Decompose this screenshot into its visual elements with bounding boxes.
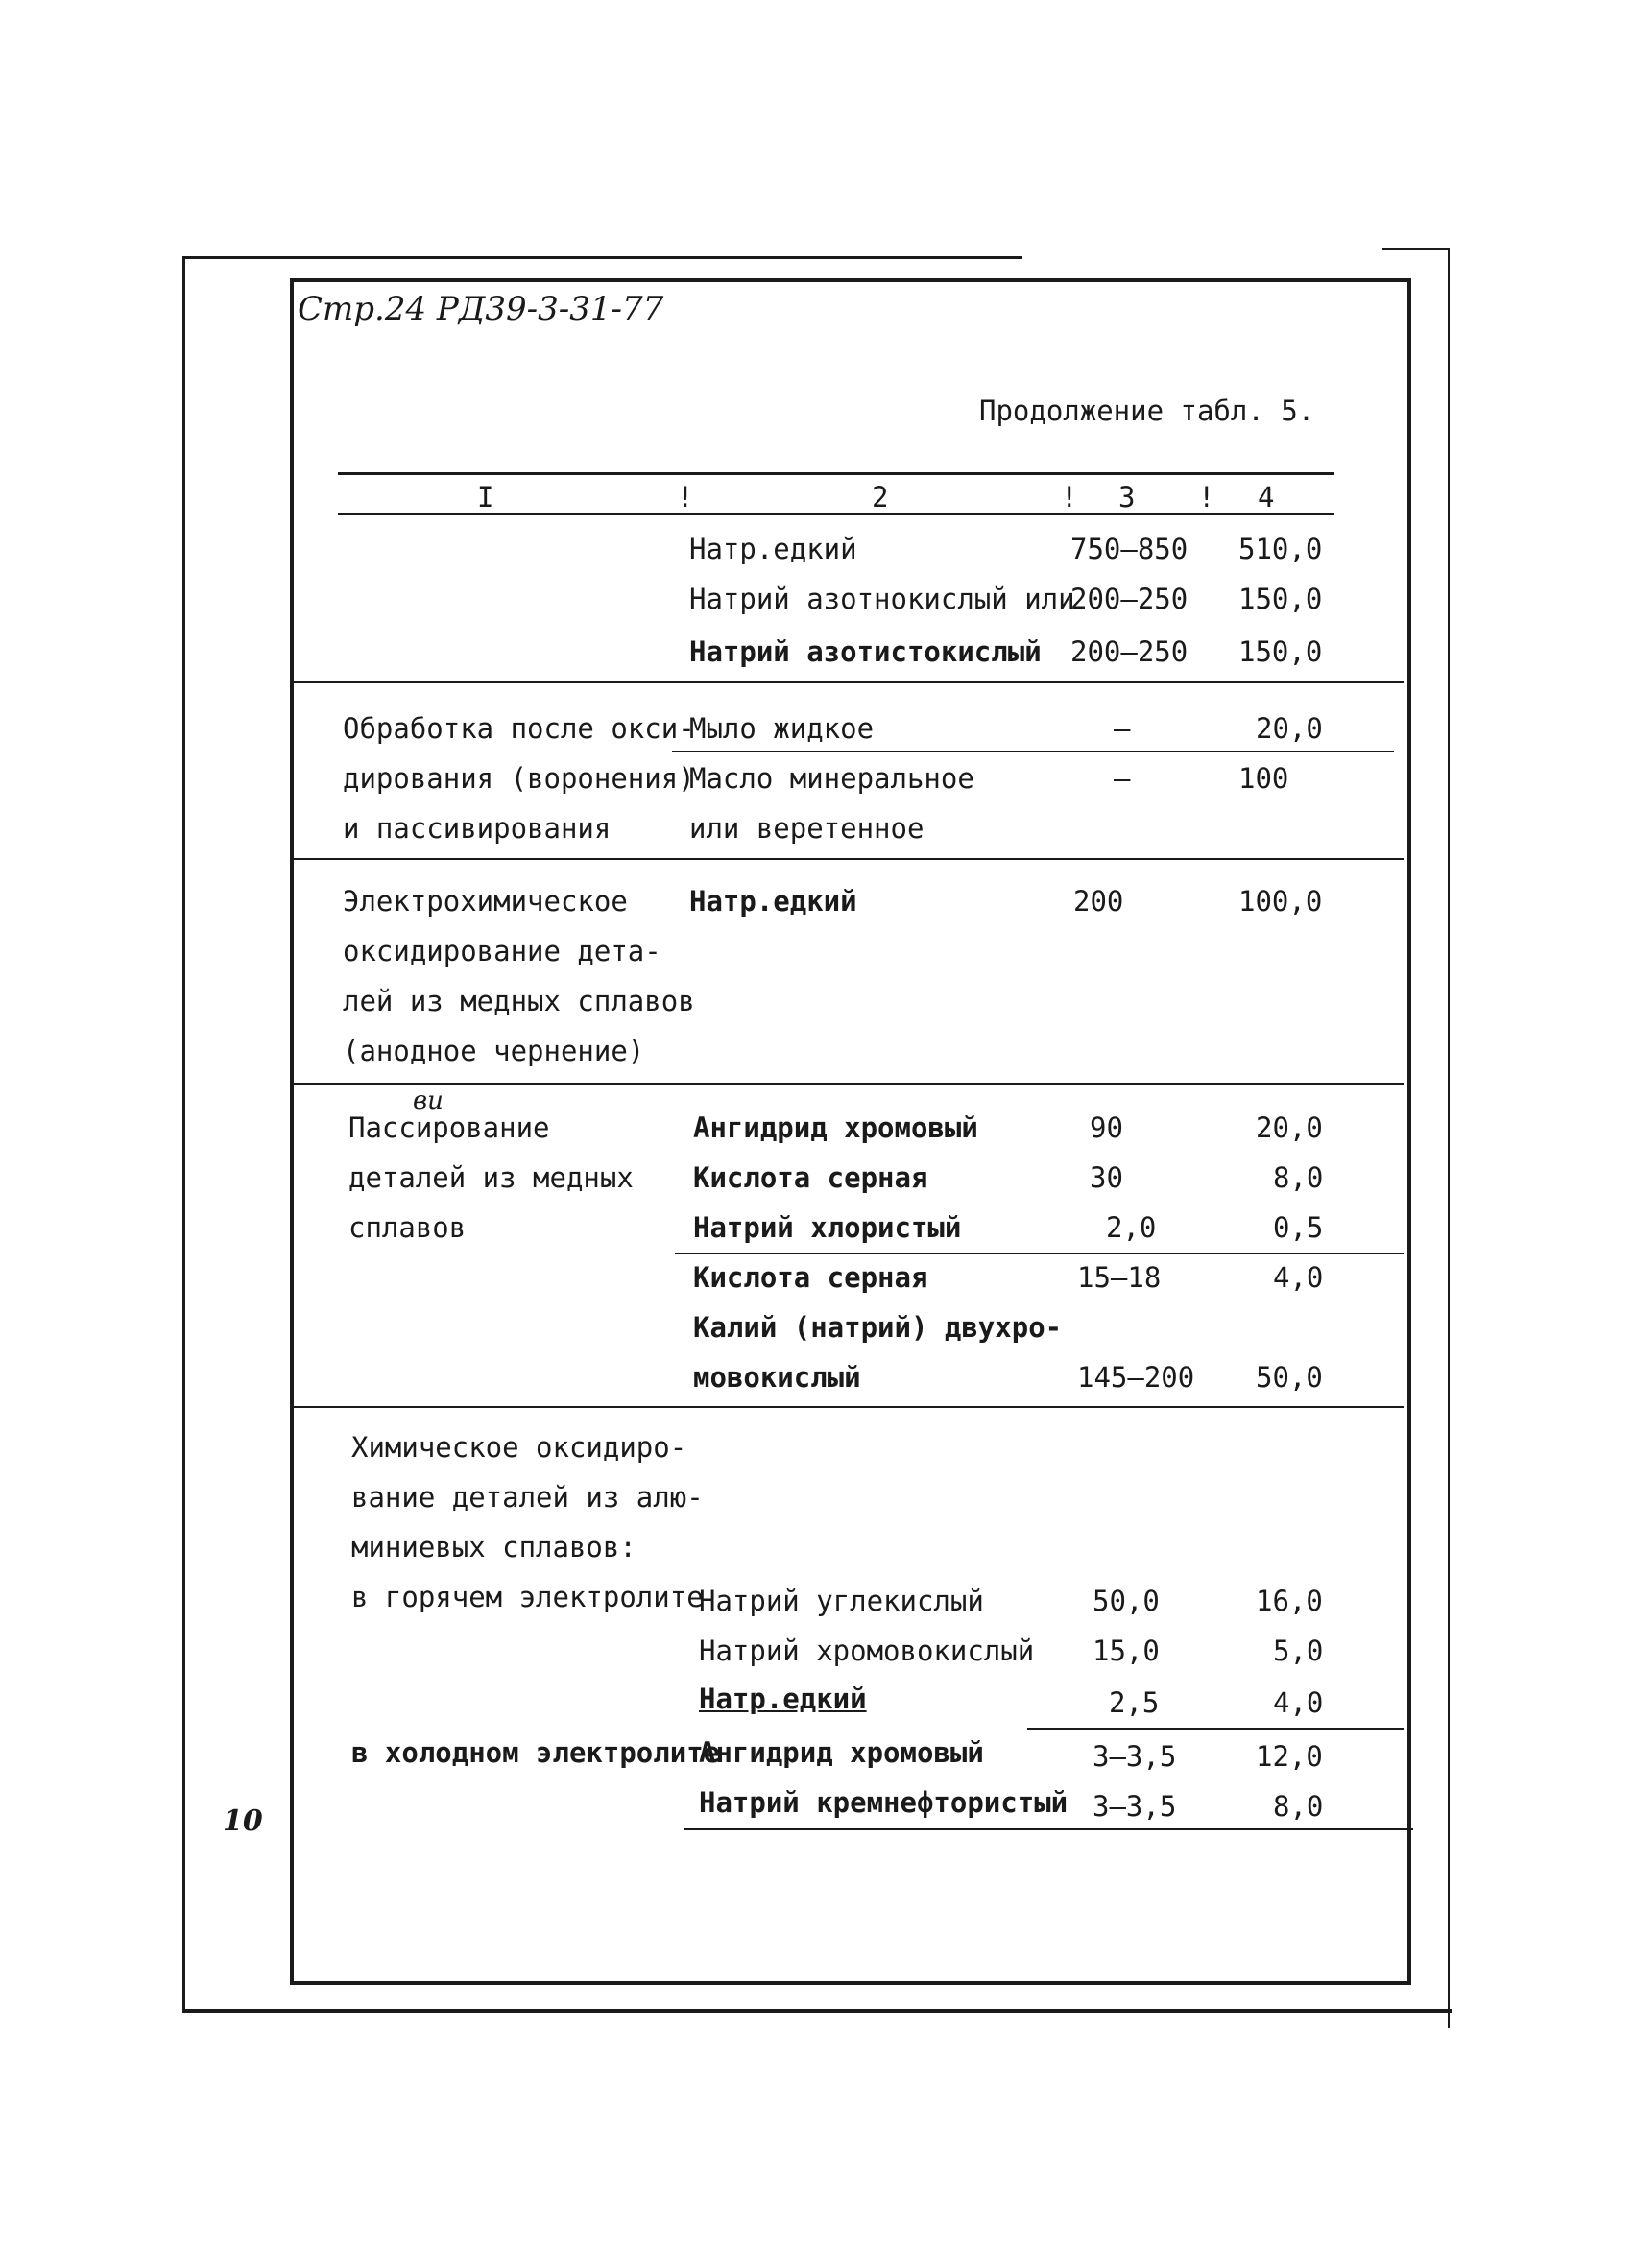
row2-value: 150,0 [1238,583,1323,615]
row16-concentration: 145–200 [1077,1361,1195,1394]
outer-frame-right [1448,248,1450,2028]
row13-process: сплавов [348,1211,467,1244]
row3-concentration: 200–250 [1070,635,1189,668]
column-header-2: 2 [872,481,889,513]
row10-process: (анодное чернение) [343,1035,645,1067]
handwritten-correction: ви [413,1086,444,1115]
row13-material: Натрий хлористый [693,1211,962,1244]
outer-frame-bottom [182,2009,1452,2013]
row24-material: Натрий кремнефтористый [699,1786,1069,1819]
row11-process: Пассирование [348,1111,550,1144]
section-divider-4 [293,1406,1404,1408]
row13-value: 0,5 [1273,1211,1324,1244]
row1-material: Натр.едкий [689,533,857,565]
row5-material: Масло минеральное [689,762,974,795]
row22-value: 4,0 [1273,1686,1324,1719]
outer-frame-left [182,256,185,2013]
table-header-top-rule [338,472,1334,475]
row5-value: 100 [1238,762,1289,795]
row7-process: Электрохимическое [343,885,628,918]
row4-value: 20,0 [1256,712,1323,745]
column-header-3: 3 [1118,481,1136,513]
column-separator-3: ! [1198,481,1215,513]
sub-divider-soap [672,751,1394,752]
row11-concentration: 90 [1090,1111,1123,1144]
row4-material: Мыло жидкое [689,712,875,745]
row23-concentration: 3–3,5 [1093,1740,1177,1773]
row12-material: Кислота серная [693,1161,928,1194]
row19-process: миниевых сплавов: [351,1531,636,1564]
row2-material: Натрий азотнокислый или [689,583,1075,615]
row17-process: Химическое оксидиро- [351,1431,687,1464]
row24-concentration: 3–3,5 [1093,1790,1177,1823]
row11-material: Ангидрид хромовый [693,1111,978,1144]
row14-material: Кислота серная [693,1261,928,1294]
handwritten-page-number: 10 [223,1804,263,1838]
row5-process: дирования (воронения) [343,762,695,795]
row5-concentration: – [1114,762,1131,795]
column-separator-1: ! [677,481,694,513]
row22-material: Натр.едкий [699,1683,867,1715]
sub-divider-hot-electrolyte [1027,1728,1404,1730]
row16-value: 50,0 [1256,1361,1323,1394]
row21-material: Натрий хромовокислый [699,1635,1035,1667]
row20-value: 16,0 [1256,1585,1323,1617]
column-header-1: I [477,481,494,513]
row13-concentration: 2,0 [1106,1211,1157,1244]
row23-material: Ангидрид хромовый [699,1736,984,1769]
row7-material: Натр.едкий [689,885,857,918]
table-end-rule [684,1828,1413,1830]
row4-process: Обработка после окси- [343,712,695,745]
section-divider-3 [293,1083,1404,1085]
row1-value: 510,0 [1238,533,1323,565]
row16-material: мовокислый [693,1361,861,1394]
outer-frame-top [182,256,1022,259]
row24-value: 8,0 [1273,1790,1324,1823]
row12-process: деталей из медных [348,1161,634,1194]
row8-process: оксидирование дета- [343,935,661,967]
row7-concentration: 200 [1073,885,1124,918]
row11-value: 20,0 [1256,1111,1323,1144]
column-header-4: 4 [1258,481,1275,513]
row14-value: 4,0 [1273,1261,1324,1294]
row22-concentration: 2,5 [1109,1686,1160,1719]
row3-value: 150,0 [1238,635,1323,668]
row1-concentration: 750–850 [1070,533,1189,565]
row21-concentration: 15,0 [1093,1635,1160,1667]
row18-process: вание деталей из алю- [351,1481,704,1514]
row3-material: Натрий азотистокислый [689,635,1042,668]
section-divider-1 [293,681,1404,683]
row6-process: и пассивирования [343,812,612,845]
row7-value: 100,0 [1238,885,1323,918]
row21-value: 5,0 [1273,1635,1324,1667]
row23-process: в холодном электролите [351,1736,721,1769]
column-separator-2: ! [1061,481,1078,513]
outer-frame-top-right [1382,248,1450,250]
row20-concentration: 50,0 [1093,1585,1160,1617]
row2-concentration: 200–250 [1070,583,1189,615]
sub-divider-chloride [675,1253,1404,1254]
row20-material: Натрий углекислый [699,1585,984,1617]
row4-concentration: – [1114,712,1131,745]
row9-process: лей из медных сплавов [343,985,695,1017]
continuation-title: Продолжение табл. 5. [979,394,1315,427]
row6-material: или веретенное [689,812,925,845]
row15-material: Калий (натрий) двухро- [693,1311,1063,1344]
row12-value: 8,0 [1273,1161,1324,1194]
row20-process: в горячем электролите [351,1581,704,1613]
row14-concentration: 15–18 [1077,1261,1162,1294]
row12-concentration: 30 [1090,1161,1123,1194]
handwritten-document-code: Стр.24 РД39-3-31-77 [298,290,664,328]
section-divider-2 [293,858,1404,860]
row23-value: 12,0 [1256,1740,1323,1773]
